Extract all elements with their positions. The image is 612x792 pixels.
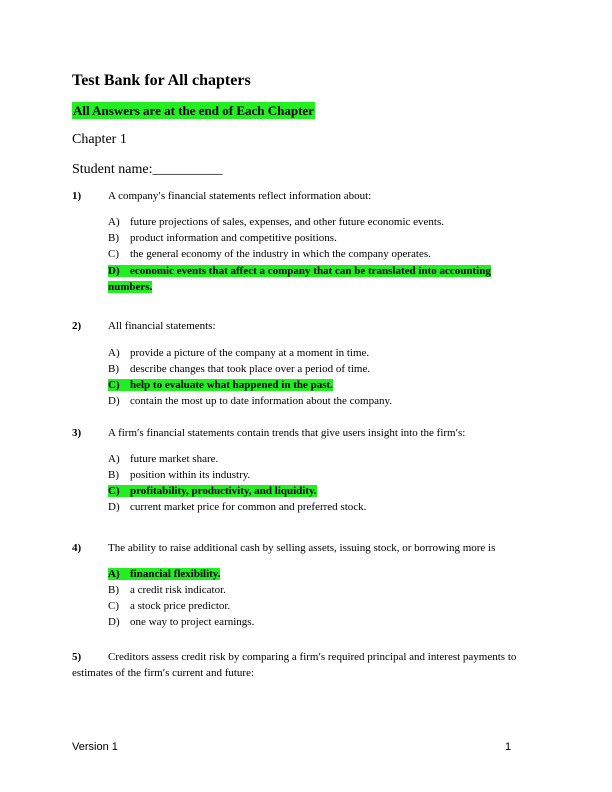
question-4-option-a-correct (108, 567, 220, 582)
option-text: future market share. (130, 453, 219, 465)
question-2-option-b (108, 362, 370, 377)
question-4-text: The ability to raise additional cash by selling assets, issuing stock, or borrowing more is (108, 542, 496, 554)
chapter-heading: Chapter 1 (72, 132, 127, 147)
option-letter: A) (108, 568, 120, 580)
option-letter: B) (108, 469, 119, 481)
question-2-option-d (108, 394, 392, 409)
question-4-option-d (108, 615, 254, 630)
footer-version: Version 1 (72, 741, 118, 753)
question-3-option-c-correct (108, 484, 317, 499)
question-1-option-c (108, 247, 431, 262)
question-4-number: 4) (72, 542, 82, 554)
option-text: describe changes that took place over a period of time. (130, 363, 371, 375)
question-4-option-c (108, 599, 230, 614)
question-1-text: A company′s financial statements reflect information about: (108, 190, 372, 202)
option-letter: A) (108, 453, 120, 465)
question-3-text: A firm′s financial statements contain trends that give users insight into the firm′s: (108, 427, 466, 439)
option-letter: B) (108, 584, 119, 596)
page-title: Test Bank for All chapters (72, 72, 251, 89)
option-text: profitability, productivity, and liquidity. (130, 485, 317, 497)
option-text: provide a picture of the company at a moment in time. (130, 347, 370, 359)
option-letter: D) (108, 395, 120, 407)
option-text: contain the most up to date information about the company. (130, 395, 393, 407)
option-letter: B) (108, 232, 119, 244)
question-5-number: 5) (72, 651, 82, 663)
option-letter: C) (108, 485, 120, 497)
option-letter: A) (108, 347, 120, 359)
question-3-option-b (108, 468, 250, 483)
question-2-option-a (108, 346, 369, 361)
option-text: current market price for common and preferred stock. (130, 501, 367, 513)
question-4-option-b (108, 583, 226, 598)
option-text: position within its industry. (130, 469, 251, 481)
question-1-option-a (108, 215, 444, 230)
question-3-number: 3) (72, 427, 82, 439)
option-letter: D) (108, 616, 120, 628)
option-text: a stock price predictor. (130, 600, 231, 612)
option-text: help to evaluate what happened in the past. (130, 379, 333, 391)
question-2-text: All financial statements: (108, 320, 216, 332)
option-letter: C) (108, 379, 120, 391)
question-3-option-d (108, 500, 366, 515)
question-1-option-b (108, 231, 337, 246)
option-letter: D) (108, 265, 120, 277)
question-5-text: Creditors assess credit risk by comparing a firm′s required principal and interest payments to estimates of the firm′s current and future: (72, 651, 517, 679)
student-name-line: Student name:__________ (72, 162, 223, 177)
option-letter: A) (108, 216, 120, 228)
option-text: one way to project earnings. (130, 616, 255, 628)
option-text: future projections of sales, expenses, and other future economic events. (130, 216, 445, 228)
option-text: economic events that affect a company that can be translated into accounting numbers. (108, 265, 491, 293)
option-letter: C) (108, 248, 119, 260)
option-text: the general economy of the industry in which the company operates. (130, 248, 431, 260)
option-text: a credit risk indicator. (130, 584, 226, 596)
option-text: product information and competitive positions. (130, 232, 337, 244)
option-letter: C) (108, 600, 119, 612)
question-2-number: 2) (72, 320, 82, 332)
question-5 (72, 649, 542, 681)
question-3-option-a (108, 452, 218, 467)
option-letter: D) (108, 501, 120, 513)
option-text: financial flexibility. (130, 568, 221, 580)
footer-page-number: 1 (505, 741, 512, 753)
question-1-number: 1) (72, 190, 82, 202)
answers-banner: All Answers are at the end of Each Chapter (73, 103, 314, 118)
question-2-option-c-correct (108, 378, 333, 393)
option-letter: B) (108, 363, 119, 375)
question-1-option-d-correct (108, 263, 528, 295)
